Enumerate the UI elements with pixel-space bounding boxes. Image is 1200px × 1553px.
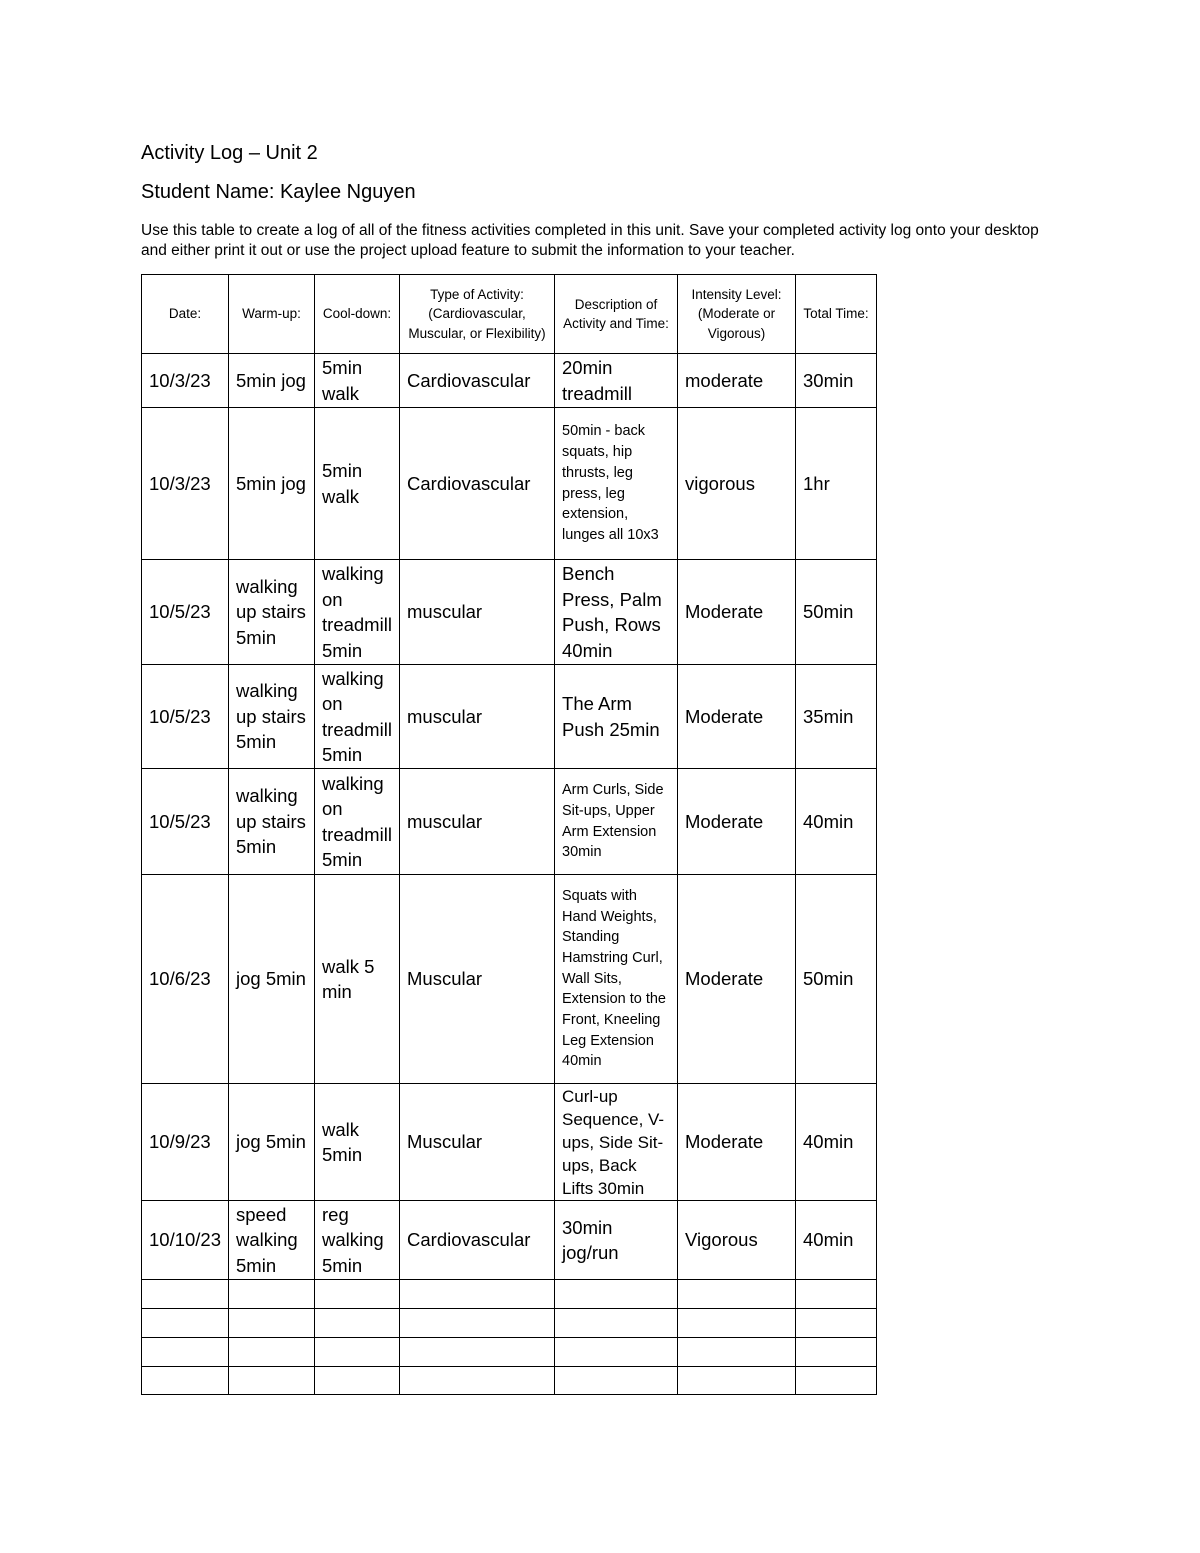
empty-cell: [315, 1309, 400, 1338]
document-title: Activity Log – Unit 2: [141, 142, 318, 164]
header-cool-down: Cool-down:: [315, 275, 400, 354]
cell-type: Cardiovascular: [400, 1201, 555, 1280]
cell-cool-down: walking on treadmill 5min: [315, 560, 400, 665]
cell-type: Cardiovascular: [400, 354, 555, 408]
empty-cell: [400, 1280, 555, 1309]
cell-description: The Arm Push 25min: [555, 665, 678, 769]
activity-log-table: [141, 274, 877, 1395]
cell-date: 10/3/23: [142, 354, 229, 408]
cell-description: Squats with Hand Weights, Standing Hamstring Curl, Wall Sits, Extension to the Front, Kneeling Leg Extension 40min: [555, 875, 678, 1084]
cell-cool-down: walking on treadmill 5min: [315, 769, 400, 875]
cell-type: muscular: [400, 665, 555, 769]
cell-intensity: vigorous: [678, 408, 796, 560]
cell-intensity: moderate: [678, 354, 796, 408]
header-type-of-activity: Type of Activity: (Cardiovascular, Muscular, or Flexibility): [400, 275, 555, 354]
cell-warm-up: walking up stairs 5min: [229, 665, 315, 769]
empty-row: [142, 1338, 877, 1367]
empty-cell: [678, 1338, 796, 1367]
empty-cell: [796, 1338, 877, 1367]
header-row: [142, 275, 877, 354]
cell-intensity: Moderate: [678, 665, 796, 769]
empty-cell: [229, 1367, 315, 1395]
cell-warm-up: speed walking 5min: [229, 1201, 315, 1280]
student-name: Student Name: Kaylee Nguyen: [141, 181, 416, 203]
cell-date: 10/3/23: [142, 408, 229, 560]
cell-total-time: 30min: [796, 354, 877, 408]
table-row: [142, 354, 877, 408]
empty-cell: [142, 1280, 229, 1309]
empty-cell: [678, 1367, 796, 1395]
cell-intensity: Vigorous: [678, 1201, 796, 1280]
header-warm-up: Warm-up:: [229, 275, 315, 354]
table-row: [142, 769, 877, 875]
empty-cell: [142, 1367, 229, 1395]
empty-cell: [678, 1309, 796, 1338]
header-total-time: Total Time:: [796, 275, 877, 354]
empty-row: [142, 1280, 877, 1309]
empty-cell: [796, 1309, 877, 1338]
cell-total-time: 50min: [796, 560, 877, 665]
empty-cell: [555, 1338, 678, 1367]
cell-cool-down: 5min walk: [315, 408, 400, 560]
cell-date: 10/10/23: [142, 1201, 229, 1280]
cell-description: 30min jog/run: [555, 1201, 678, 1280]
empty-cell: [400, 1309, 555, 1338]
cell-type: muscular: [400, 560, 555, 665]
cell-date: 10/9/23: [142, 1084, 229, 1201]
cell-date: 10/5/23: [142, 665, 229, 769]
cell-warm-up: 5min jog: [229, 408, 315, 560]
cell-intensity: Moderate: [678, 875, 796, 1084]
empty-row: [142, 1367, 877, 1395]
cell-description: Curl-up Sequence, V-ups, Side Sit-ups, Back Lifts 30min: [555, 1084, 678, 1201]
cell-total-time: 35min: [796, 665, 877, 769]
cell-intensity: Moderate: [678, 560, 796, 665]
empty-cell: [678, 1280, 796, 1309]
cell-total-time: 50min: [796, 875, 877, 1084]
cell-cool-down: walk 5min: [315, 1084, 400, 1201]
empty-cell: [229, 1280, 315, 1309]
empty-cell: [796, 1280, 877, 1309]
header-date: Date:: [142, 275, 229, 354]
empty-cell: [400, 1338, 555, 1367]
empty-cell: [142, 1309, 229, 1338]
table-row: [142, 560, 877, 665]
cell-total-time: 40min: [796, 769, 877, 875]
empty-cell: [555, 1280, 678, 1309]
empty-cell: [796, 1367, 877, 1395]
header-description: Description of Activity and Time:: [555, 275, 678, 354]
table-row: [142, 408, 877, 560]
cell-description: 50min - back squats, hip thrusts, leg press, leg extension, lunges all 10x3: [555, 408, 678, 560]
table-row: [142, 1084, 877, 1201]
empty-cell: [315, 1367, 400, 1395]
cell-intensity: Moderate: [678, 1084, 796, 1201]
empty-cell: [315, 1338, 400, 1367]
cell-warm-up: walking up stairs 5min: [229, 769, 315, 875]
cell-total-time: 40min: [796, 1084, 877, 1201]
cell-cool-down: walking on treadmill 5min: [315, 665, 400, 769]
cell-cool-down: reg walking 5min: [315, 1201, 400, 1280]
cell-type: Cardiovascular: [400, 408, 555, 560]
cell-date: 10/5/23: [142, 769, 229, 875]
cell-description: Arm Curls, Side Sit-ups, Upper Arm Extension 30min: [555, 769, 678, 875]
empty-cell: [555, 1367, 678, 1395]
cell-warm-up: jog 5min: [229, 1084, 315, 1201]
cell-warm-up: walking up stairs 5min: [229, 560, 315, 665]
cell-cool-down: walk 5 min: [315, 875, 400, 1084]
cell-total-time: 40min: [796, 1201, 877, 1280]
table-row: [142, 1201, 877, 1280]
empty-cell: [229, 1309, 315, 1338]
empty-cell: [315, 1280, 400, 1309]
instructions: Use this table to create a log of all of the fitness activities completed in this unit. Save your completed activity log onto your desktop and either print it out or use the project upload feature to submit the information to your teacher.: [141, 222, 1039, 259]
table-row: [142, 875, 877, 1084]
empty-cell: [229, 1338, 315, 1367]
cell-date: 10/6/23: [142, 875, 229, 1084]
cell-date: 10/5/23: [142, 560, 229, 665]
header-intensity: Intensity Level: (Moderate or Vigorous): [678, 275, 796, 354]
cell-description: Bench Press, Palm Push, Rows 40min: [555, 560, 678, 665]
cell-warm-up: jog 5min: [229, 875, 315, 1084]
cell-warm-up: 5min jog: [229, 354, 315, 408]
cell-description: 20min treadmill: [555, 354, 678, 408]
empty-cell: [142, 1338, 229, 1367]
cell-cool-down: 5min walk: [315, 354, 400, 408]
cell-type: muscular: [400, 769, 555, 875]
empty-cell: [555, 1309, 678, 1338]
cell-total-time: 1hr: [796, 408, 877, 560]
cell-type: Muscular: [400, 875, 555, 1084]
empty-cell: [400, 1367, 555, 1395]
table-row: [142, 665, 877, 769]
empty-row: [142, 1309, 877, 1338]
cell-type: Muscular: [400, 1084, 555, 1201]
cell-intensity: Moderate: [678, 769, 796, 875]
